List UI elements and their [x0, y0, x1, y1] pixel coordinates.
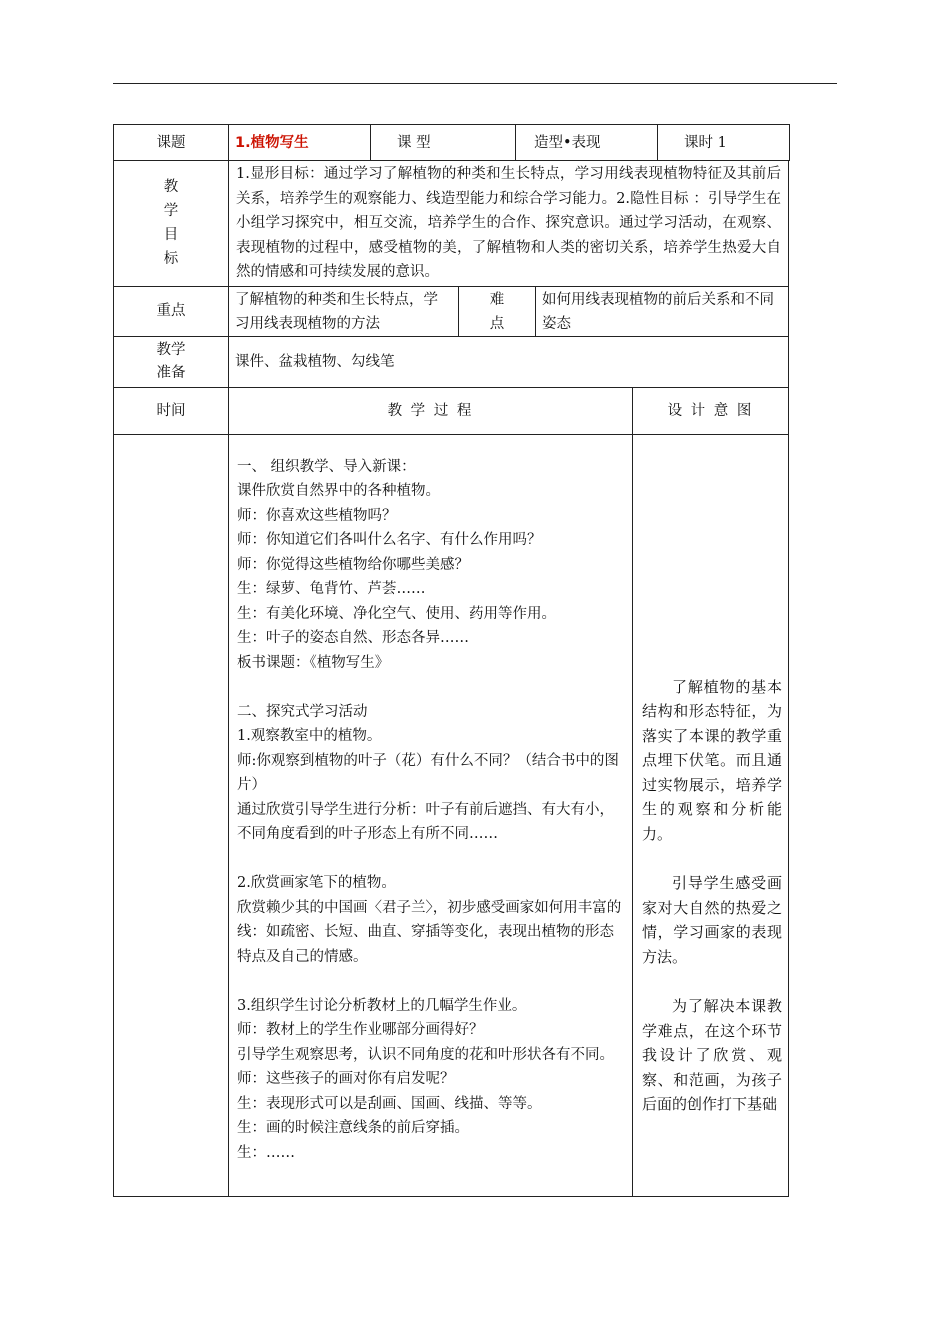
- process-line: 一、 组织教学、导入新课：: [237, 458, 416, 475]
- lesson-info-table: [113, 124, 790, 161]
- process-line: 师:你观察到植物的叶子（花）有什么不同？（结合书中的图片）: [237, 752, 619, 793]
- process-line: 生：表现形式可以是刮画、国画、线描、等等。: [237, 1095, 542, 1112]
- intent-lines: [642, 675, 782, 1118]
- key-points-text: 了解植物的种类和生长特点，学习用线表现植物的方法: [229, 286, 459, 336]
- lesson-plan-sheet: [113, 124, 789, 1197]
- process-line: 师：你觉得这些植物给你哪些美感？: [237, 556, 469, 573]
- process-line: 2.欣赏画家笔下的植物。: [237, 875, 396, 891]
- difficulty-label-text: 难点: [489, 291, 505, 332]
- goals-text: 1.显形目标：通过学习了解植物的种类和生长特点，学习用线表现植物特征及其前后关系，培养学生的观察能力、线造型能力和综合学习能力。2.隐性目标 ：引导学生在小组学习探究中，相互交流，培养学生的合作、探究意识。通过学习活动，在观察、表现植物的过程中，感受植物的美，了解植物和人类的密切关系，培养学生热爱大自然的情感和可持续发展的意识。: [229, 161, 789, 287]
- process-spacer: [237, 847, 624, 872]
- difficulty-label: [459, 286, 536, 336]
- process-line: 二、探究式学习活动: [237, 703, 368, 720]
- goals-label-text: 教学目标: [163, 179, 179, 268]
- process-line: 1.观察教室中的植物。: [237, 728, 382, 744]
- intent-cell: [633, 434, 789, 1196]
- process-line: 生：画的时候注意线条的前后穿插。: [237, 1120, 469, 1136]
- process-cell: [229, 434, 633, 1196]
- process-line: 师：这些孩子的画对你有启发呢？: [237, 1071, 455, 1087]
- process-line: 生：绿萝、龟背竹、芦荟……: [237, 581, 426, 597]
- process-line: 生：叶子的姿态自然、形态各异……: [237, 630, 469, 646]
- process-line: 引导学生观察思考，认识不同角度的花和叶形状各有不同。: [237, 1046, 614, 1063]
- course-title: 1.植物写生: [229, 125, 371, 161]
- intent-paragraph: 引导学生感受画家对大自然的热爱之情，学习画家的表现方法。: [642, 874, 782, 966]
- lesson-type-value: 造型•表现: [516, 125, 658, 161]
- intent-spacer: [642, 970, 782, 995]
- process-lines: [237, 455, 624, 1166]
- process-line: 生：有美化环境、净化空气、使用、药用等作用。: [237, 605, 556, 622]
- process-line: 板书课题：《植物写生》: [237, 654, 390, 671]
- header-rule: [113, 83, 837, 84]
- col-time-header: 时间: [114, 387, 229, 434]
- intent-paragraph: 为了解决本课教学难点，在这个环节我设计了欣赏、观察、和范画，为孩子后面的创作打下基础: [642, 997, 782, 1114]
- process-line: 3.组织学生讨论分析教材上的几幅学生作业。: [237, 997, 527, 1014]
- process-line: 师：你喜欢这些植物吗？: [237, 507, 397, 524]
- lesson-type-label: 课 型: [371, 125, 516, 161]
- preparation-label: [114, 336, 229, 387]
- process-spacer: [237, 675, 624, 700]
- process-table: [113, 387, 789, 1197]
- intent-spacer: [642, 847, 782, 872]
- course-label: 课题: [114, 125, 229, 161]
- col-intent-header: 设 计 意 图: [633, 387, 789, 434]
- process-spacer: [237, 969, 624, 994]
- process-line: 生：……: [237, 1144, 295, 1161]
- goals-table: [113, 160, 789, 287]
- preparation-table: [113, 336, 789, 388]
- preparation-label-text: 教学准备: [156, 341, 186, 381]
- time-cell: [114, 434, 229, 1196]
- col-process-header: 教 学 过 程: [229, 387, 633, 434]
- process-line: 课件欣赏自然界中的各种植物。: [237, 483, 440, 499]
- process-line: 师：教材上的学生作业哪部分画得好？: [237, 1022, 484, 1038]
- preparation-text: 课件、盆栽植物、勾线笔: [229, 336, 789, 387]
- process-line: 通过欣赏引导学生进行分析：叶子有前后遮挡、有大有小，不同角度看到的叶子形态上有所不同……: [237, 801, 614, 842]
- goals-label: [114, 161, 229, 287]
- lesson-hours: 课时 1: [658, 125, 790, 161]
- process-line: 欣赏赖少其的中国画〈君子兰〉，初步感受画家如何用丰富的线：如疏密、长短、曲直、穿插等变化，表现出植物的形态特点及自己的情感。: [237, 899, 622, 965]
- intent-paragraph: 了解植物的基本结构和形态特征，为落实了本课的教学重点埋下伏笔。而且通过实物展示，培养学生的观察和分析能力。: [642, 677, 782, 844]
- difficulty-text: 如何用线表现植物的前后关系和不同姿态: [536, 286, 789, 336]
- key-points-table: [113, 286, 789, 337]
- process-line: 师：你知道它们各叫什么名字、有什么作用吗？: [237, 532, 542, 548]
- key-points-label: 重点: [114, 286, 229, 336]
